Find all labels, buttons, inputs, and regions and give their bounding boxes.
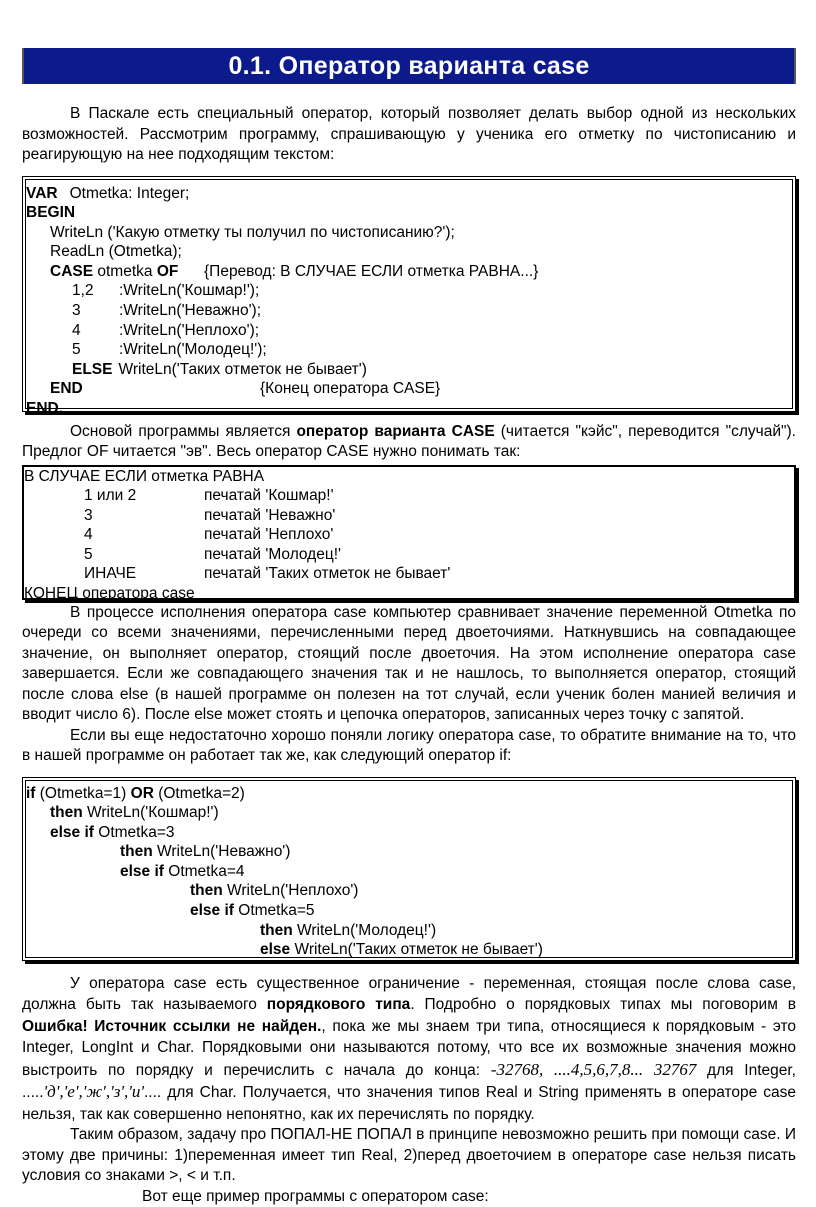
box-row-action: печатай 'Неплохо' — [204, 525, 333, 545]
box-row-label: 5 — [84, 545, 93, 565]
code-line — [26, 184, 786, 204]
paragraph-7: Вот еще пример программы с оператором case: — [22, 1187, 796, 1207]
case-label: 1,2 — [72, 281, 94, 301]
text: Основой программы является — [70, 423, 296, 440]
keyword: END. — [26, 399, 786, 419]
paragraph-6: Таким образом, задачу про ПОПАЛ-НЕ ПОПАЛ в принципе невозможно решить при помощи case. И этому две причины: 1)переменная имеет тип Real, 2)перед двоеточием в операторе case нельзя писать условия со знаками >, < и т.п. — [22, 1125, 796, 1187]
text: . Подробно о порядковых типах мы поговорим в — [410, 996, 796, 1013]
box-footer: КОНЕЦ оператора case — [24, 584, 784, 604]
code-text: Otmetka=3 — [94, 824, 175, 841]
code-comment: {Конец оператора CASE} — [260, 379, 440, 399]
code-line — [26, 262, 786, 282]
text: У оператора case есть существенное ограничение - переменная, стоящая после слова case, должна быть так называемого — [22, 975, 796, 1014]
box-row-action: печатай 'Кошмар!' — [204, 486, 334, 506]
case-row — [26, 301, 786, 321]
code-text: otmetka — [93, 263, 157, 280]
page — [22, 48, 796, 1207]
code-line — [26, 379, 786, 399]
box-row — [24, 564, 784, 584]
case-label: 4 — [72, 321, 81, 341]
code-text: WriteLn('Таких отметок не бывает') — [118, 361, 366, 378]
paragraph-5 — [22, 973, 796, 1126]
code-line — [26, 862, 786, 882]
box-row-action: печатай 'Молодец!' — [204, 545, 341, 565]
box-row — [24, 545, 784, 565]
case-stmt: :WriteLn('Молодец!'); — [119, 340, 267, 360]
code-line — [26, 901, 786, 921]
keyword: else — [260, 941, 290, 958]
keyword: then — [50, 804, 83, 821]
code-line — [26, 842, 786, 862]
code-comment: {Перевод: В СЛУЧАЕ ЕСЛИ отметка РАВНА...} — [204, 262, 538, 282]
code-text: Otmetka=5 — [234, 902, 315, 919]
text: .... для Char. Получается, что значения типов Real и String применять в операторе case нельзя, так как совершенно непонятно, как их перечислять по порядку. — [22, 1084, 796, 1123]
case-row — [26, 340, 786, 360]
case-row — [26, 321, 786, 341]
bold-term: порядкового типа — [267, 996, 411, 1013]
keyword: END — [50, 379, 83, 399]
box-row-label: 4 — [84, 525, 93, 545]
keyword: OF — [157, 263, 179, 280]
keyword: then — [190, 882, 223, 899]
code-line — [26, 921, 786, 941]
box-row-action: печатай 'Таких отметок не бывает' — [204, 564, 450, 584]
case-meaning-box — [22, 465, 796, 600]
keyword: else if — [120, 863, 164, 880]
bold-term: оператор варианта CASE — [296, 423, 494, 440]
keyword: OR — [131, 785, 154, 802]
text: для Integer, ..... — [22, 1062, 796, 1102]
intro-paragraph: В Паскале есть специальный оператор, который позволяет делать выбор одной из нескольких возможностей. Рассмотрим программу, спрашивающую у ученика его отметку по чистописанию и реагирующую на нее подходящим текстом: — [22, 104, 796, 166]
box-row-label: 3 — [84, 506, 93, 526]
program1-box — [22, 176, 796, 412]
broken-reference: Ошибка! Источник ссылки не найден. — [22, 1018, 321, 1035]
box-heading: В СЛУЧАЕ ЕСЛИ отметка РАВНА — [24, 467, 784, 487]
code-text: WriteLn('Неважно') — [153, 843, 291, 860]
keyword: if — [26, 785, 35, 802]
keyword: else if — [190, 902, 234, 919]
text: , пока же мы знаем три типа, относящиеся к порядковым - это Integer, LongInt и Char. Порядковыми они называются потому, что все их возможные значения можно выстроить по порядку и перечислить с начала до конца: — [22, 1018, 796, 1079]
keyword: BEGIN — [26, 203, 786, 223]
keyword: VAR — [26, 185, 58, 202]
keyword: then — [260, 922, 293, 939]
box-row — [24, 525, 784, 545]
box-row-label: 1 или 2 — [84, 486, 136, 506]
integer-range: -32768, ....4,5,6,7,8... 32767 — [491, 1060, 697, 1079]
keyword: then — [120, 843, 153, 860]
code-line: WriteLn ('Какую отметку ты получил по чистописанию?'); — [26, 223, 786, 243]
char-range: 'д','е','ж','з','и' — [44, 1082, 144, 1101]
code-text: WriteLn('Неплохо') — [223, 882, 359, 899]
code-text: WriteLn('Молодец!') — [293, 922, 436, 939]
paragraph-3: В процессе исполнения оператора case компьютер сравнивает значение переменной Otmetka по очереди со всеми значениями, перечисленными перед двоеточиями. Наткнувшись на совпадающее значение, он выполняет оператор, стоящий после двоеточия. На этом исполнение оператора case завершается. Если же совпадающего значения так и не нашлось, то выполняется оператор, стоящий после слова else (в нашей программе он полезен на тот случай, если ученик болен манией величия и вводит число 6). После else может стоять и цепочка операторов, записанных через точку с запятой. — [22, 603, 796, 726]
code-line — [26, 823, 786, 843]
keyword: else if — [50, 824, 94, 841]
box-row-action: печатай 'Неважно' — [204, 506, 335, 526]
case-row — [26, 281, 786, 301]
code-line: ReadLn (Otmetka); — [26, 242, 786, 262]
code-line — [26, 881, 786, 901]
case-stmt: :WriteLn('Неплохо'); — [119, 321, 259, 341]
code-line — [26, 784, 786, 804]
keyword: ELSE — [72, 361, 112, 378]
code-line — [26, 940, 786, 960]
case-stmt: :WriteLn('Кошмар!'); — [119, 281, 259, 301]
keyword: CASE — [50, 263, 93, 280]
section-title: 0.1. Оператор варианта case — [22, 48, 796, 84]
code-text: Otmetka=4 — [164, 863, 245, 880]
program2-box — [22, 777, 796, 961]
case-stmt: :WriteLn('Неважно'); — [119, 301, 261, 321]
code-line — [26, 803, 786, 823]
box-row — [24, 506, 784, 526]
case-label: 3 — [72, 301, 81, 321]
code-text: Otmetka: Integer; — [70, 185, 190, 202]
text: (читается "кэйс", переводится "случай"). Предлог OF читается "эв". Весь оператор CASE нужно понимать так: — [22, 423, 796, 461]
case-label: 5 — [72, 340, 81, 360]
code-text: (Otmetka=2) — [154, 785, 245, 802]
code-text: WriteLn('Таких отметок не бывает') — [290, 941, 543, 958]
code-line — [26, 360, 786, 380]
code-text: (Otmetka=1) — [35, 785, 130, 802]
paragraph-2 — [22, 422, 796, 463]
paragraph-4: Если вы еще недостаточно хорошо поняли логику оператора case, то обратите внимание на то, что в нашей программе он работает так же, как следующий оператор if: — [22, 726, 796, 767]
box-row-label: ИНАЧЕ — [84, 564, 136, 584]
box-row — [24, 486, 784, 506]
code-text: WriteLn('Кошмар!') — [83, 804, 219, 821]
